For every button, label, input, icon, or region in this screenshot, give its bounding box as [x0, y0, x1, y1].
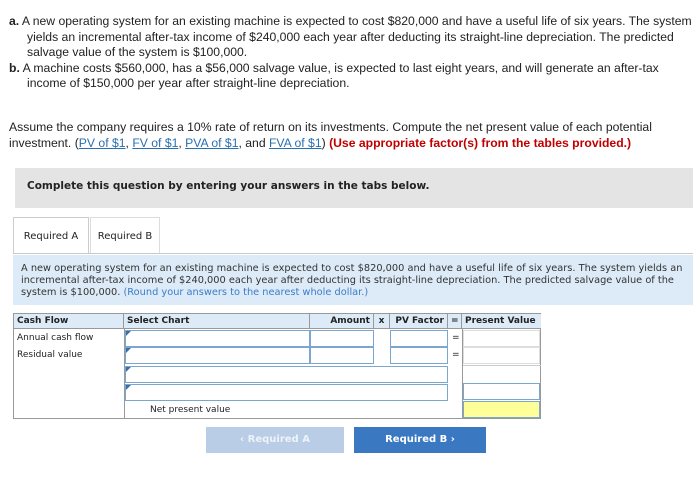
link-pva-of-1[interactable]: PVA of $1: [185, 135, 239, 150]
header-times: x: [374, 314, 390, 329]
link-pv-of-1[interactable]: PV of $1: [78, 135, 126, 150]
npv-label: Net present value: [150, 405, 231, 415]
header-amount: Amount: [310, 314, 374, 329]
select-chart-residual[interactable]: [125, 347, 310, 364]
row-label-annual-cash-flow: Annual cash flow: [17, 333, 94, 343]
amount-input-residual[interactable]: [310, 347, 374, 364]
equals-sign: =: [452, 350, 460, 360]
present-value-annual: [463, 330, 540, 347]
npv-total-field: [463, 401, 540, 418]
link-fv-of-1[interactable]: FV of $1: [132, 135, 179, 150]
amount-input-annual[interactable]: [310, 330, 374, 347]
row-label-residual-value: Residual value: [17, 350, 83, 360]
tab-required-b[interactable]: Required B: [90, 217, 160, 254]
link-fva-of-1[interactable]: FVA of $1: [268, 135, 322, 150]
part-b-label: b.: [9, 60, 20, 75]
separator: , and: [238, 135, 269, 150]
chevron-right-icon: ›: [450, 434, 455, 445]
header-pv-factor: PV Factor: [390, 314, 448, 329]
separator: ): [321, 135, 330, 150]
row-divider: [463, 365, 541, 366]
assumption-body: Assume the company requires a 10% rate of return on its investments. Compute the net present value of each potential investment. (: [9, 120, 652, 150]
assumption-text: [9, 120, 693, 151]
header-present-value: Present Value: [462, 314, 541, 329]
extra-row-select[interactable]: [125, 366, 448, 383]
pv-factor-input-annual[interactable]: [390, 330, 448, 347]
header-equals: =: [448, 314, 462, 329]
header-cash-flow: Cash Flow: [14, 314, 124, 329]
next-button-label: Required B: [385, 434, 448, 445]
separator: ,: [125, 135, 133, 150]
problem-statement: [9, 14, 693, 92]
description-text: A new operating system for an existing machine is expected to cost $820,000 and have a useful life of six years. The system yields an incremental after-tax income of $240,000 each year after deducting its straight-line depreciation. The predicted salvage value of the system is $100,000.: [21, 263, 683, 298]
header-select-chart: Select Chart: [124, 314, 310, 329]
tab-divider: [13, 253, 693, 254]
separator: ,: [178, 135, 186, 150]
question-description: [13, 255, 693, 305]
prev-button-label: Required A: [247, 434, 310, 445]
prev-button-required-a[interactable]: ‹ Required A: [206, 427, 344, 453]
part-b-text: A machine costs $560,000, has a $56,000 salvage value, is expected to last eight years, and will generate an after-tax income of $150,000 per year after straight-line depreciation.: [22, 60, 659, 90]
rounding-note: (Round your answers to the nearest whole dollar.): [123, 287, 369, 298]
present-value-residual: [463, 347, 540, 364]
equals-sign: =: [452, 333, 460, 343]
part-a-text: A new operating system for an existing machine is expected to cost $820,000 and have a useful life of six years. The system yields an incremental after-tax income of $240,000 each year after deducting its straight-line depreciation. The predicted salvage value of the system is $100,000.: [21, 14, 692, 59]
part-a-label: a.: [9, 14, 20, 28]
factor-instruction: (Use appropriate factor(s) from the tables provided.): [329, 135, 632, 150]
pv-factor-input-residual[interactable]: [390, 347, 448, 364]
extra-row-value[interactable]: [463, 383, 540, 400]
tab-required-a[interactable]: Required A: [13, 217, 89, 254]
complete-banner: Complete this question by entering your answers in the tabs below.: [15, 168, 693, 208]
problem-part-b: [9, 61, 693, 92]
problem-part-a: [9, 14, 693, 61]
select-chart-annual[interactable]: [125, 330, 310, 347]
next-button-required-b[interactable]: [354, 427, 486, 453]
extra-row-select-2[interactable]: [125, 384, 448, 401]
npv-table: [13, 313, 541, 419]
